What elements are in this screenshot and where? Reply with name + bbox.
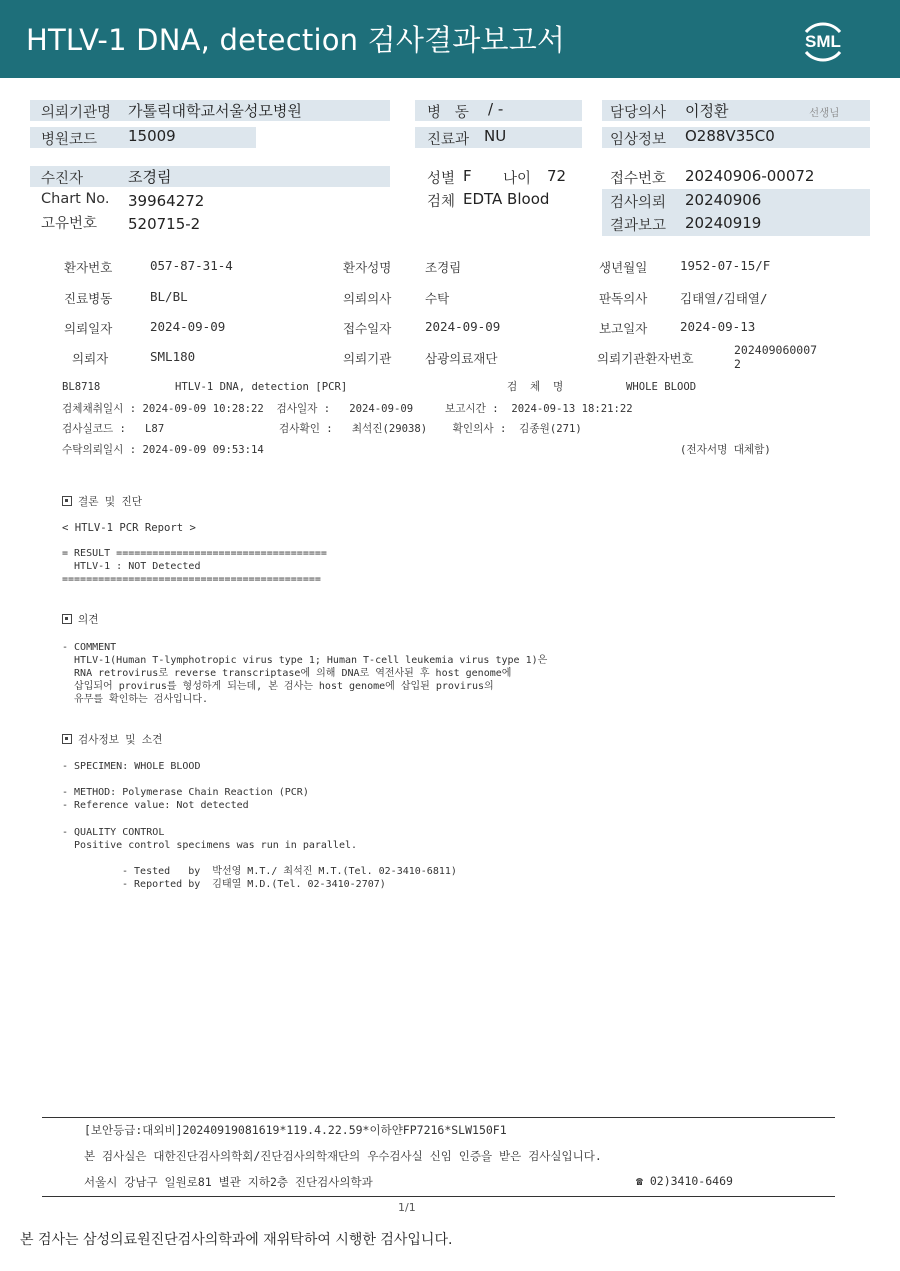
square-bullet-icon [62,496,72,506]
report-date-label: 결과보고 [610,218,667,234]
doctor-value: 이정환 [685,102,729,120]
comment-line-4: 삽입되어 provirus를 형성하게 되는데, 본 검사는 host genome에 삽입된 provirus의 [62,681,494,692]
section-opinion-title: 의견 [78,614,99,626]
certification-line: 본 검사실은 대한진단검사의학회/진단검사의학재단의 우수검사실 신임 인증을 받은 검사실입니다. [84,1149,602,1163]
result-line-1: = RESULT =================================== [62,548,327,559]
receipt-label: 접수번호 [610,171,667,187]
result-line-2: HTLV-1 : NOT Detected [62,561,201,572]
footer-rule-bottom [42,1196,835,1197]
emb-r3-l1: 의뢰일자 [64,321,113,336]
comment-line-2: HTLV-1(Human T-lymphotropic virus type 1; Human T-cell leukemia virus type 1)은 [62,655,548,666]
emb-r1-l1: 환자번호 [64,260,113,275]
emb-r1-v2: 조경림 [425,260,462,275]
sml-logo [796,14,850,68]
emb-r1-v3: 1952-07-15/F [680,258,771,273]
phone-line: ☎ 02)3410-6469 [636,1174,733,1188]
sex-value: F [463,167,472,185]
comment-line-1: - COMMENT [62,642,117,653]
rep-line3: 검사실코드 : L87 검사확인 : 최석진(29038) 확인의사 : 김종원(271) [62,423,582,435]
emb-r3-l2: 접수일자 [343,321,392,336]
request-value: 20240906 [685,191,762,209]
method-line: - METHOD: Polymerase Chain Reaction (PCR) [62,787,309,798]
rep-line2: 검체채취일시 : 2024-09-09 10:28:22 검사일자 : 2024-09-09 보고시간 : 2024-09-13 18:21:22 [62,403,633,415]
report-header [0,0,900,78]
square-bullet-icon [62,614,72,624]
page-number: 1/1 [398,1201,416,1214]
institution-value: 가톨릭대학교서울성모병원 [128,102,302,120]
emb-r2-v3: 김태열/김태열/ [680,291,768,306]
logo-text: SML [805,32,841,51]
emb-r4-l2: 의뢰기관 [343,351,392,366]
emb-r4-v3b: 2 [734,357,741,371]
rep-spec-label: 검 체 명 [507,381,564,393]
section-conclusion [62,496,142,508]
rep-code: BL8718 [62,381,101,393]
emb-r4-l1: 의뢰자 [72,351,109,366]
chart-label: Chart No. [41,191,110,207]
bottom-note: 본 검사는 삼성의료원진단검사의학과에 재위탁하여 시행한 검사입니다. [20,1232,453,1248]
age-value: 72 [547,167,567,185]
emb-r1-l3: 생년월일 [599,260,648,275]
rep-test: HTLV-1 DNA, detection [PCR] [175,381,348,393]
emb-r2-l3: 판독의사 [599,291,648,306]
doctor-label: 담당의사 [610,105,667,121]
hospital-code-label: 병원코드 [41,132,98,148]
receipt-value: 20240906-00072 [685,167,815,185]
comment-line-3: RNA retrovirus로 reverse transcriptase에 의해 DNA로 역전사된 후 host genome에 [62,668,512,679]
uid-value: 520715-2 [128,215,201,233]
patient-value: 조경림 [128,168,172,186]
emb-r4-v3a: 202409060007 [734,343,818,357]
doctor-suffix: 선생님 [809,107,840,119]
section-opinion [62,614,98,626]
clinical-label: 임상정보 [610,132,667,148]
emb-r3-v3: 2024-09-13 [680,319,756,334]
dept-value: NU [484,127,507,145]
clinical-value: O288V35C0 [685,127,775,145]
emb-r2-v1: BL/BL [150,289,188,304]
pcr-report-title: < HTLV-1 PCR Report > [62,522,196,534]
reference-line: - Reference value: Not detected [62,800,249,811]
rep-esign: (전자서명 대체함) [680,444,771,456]
uid-label: 고유번호 [41,216,98,232]
emb-r1-l2: 환자성명 [343,260,392,275]
dept-label: 진료과 [427,132,470,148]
qc-line-2: Positive control specimens was run in parallel. [62,840,358,851]
emb-r3-l3: 보고일자 [599,321,648,336]
emb-r4-l3: 의뢰기관환자번호 [597,351,694,366]
report-title: HTLV-1 DNA, detection 검사결과보고서 [26,23,566,57]
square-bullet-icon [62,734,72,744]
chart-value: 39964272 [128,192,205,210]
security-line: [보안등급:대외비]20240919081619*119.4.22.59*이하얀FP7216*SLW150F1 [84,1123,507,1137]
hospital-code-value: 15009 [128,127,176,145]
address-line: 서울시 강남구 일원로81 별관 지하2층 진단검사의학과 [84,1175,373,1189]
tested-by-line: - Tested by 박선영 M.T./ 최석진 M.T.(Tel. 02-3410-6811) [122,866,457,877]
institution-label: 의뢰기관명 [41,105,112,121]
emb-r2-l1: 진료병동 [64,291,113,306]
patient-label: 수진자 [41,171,84,187]
specimen-line: - SPECIMEN: WHOLE BLOOD [62,761,201,772]
request-label: 검사의뢰 [610,195,667,211]
ward-value: / - [488,100,504,118]
age-label: 나이 [503,171,532,187]
patient-bar [30,166,390,187]
section-test-info [62,734,162,746]
emb-r4-v1: SML180 [150,349,196,364]
section-test-info-title: 검사정보 및 소견 [78,734,163,746]
specimen-value: EDTA Blood [463,190,550,208]
rep-spec-value: WHOLE BLOOD [626,381,697,393]
specimen-label: 검체 [427,194,456,210]
sex-label: 성별 [427,171,456,187]
emb-r3-v2: 2024-09-09 [425,319,501,334]
emb-r1-v1: 057-87-31-4 [150,258,233,273]
ward-label: 병 동 [427,105,469,121]
emb-r2-l2: 의뢰의사 [343,291,392,306]
emb-r4-v2: 삼광의료재단 [425,351,498,366]
qc-line-1: - QUALITY CONTROL [62,827,165,838]
footer-rule-top [42,1117,835,1118]
report-date-value: 20240919 [685,214,762,232]
emb-r3-v1: 2024-09-09 [150,319,226,334]
result-line-3: =========================================== [62,574,321,585]
reported-by-line: - Reported by 김태열 M.D.(Tel. 02-3410-2707) [122,879,386,890]
emb-r2-v2: 수탁 [425,291,450,306]
rep-line4: 수탁의뢰일시 : 2024-09-09 09:53:14 [62,444,264,456]
section-conclusion-title: 결론 및 진단 [78,496,142,508]
comment-line-5: 유무를 확인하는 검사입니다. [62,694,209,705]
